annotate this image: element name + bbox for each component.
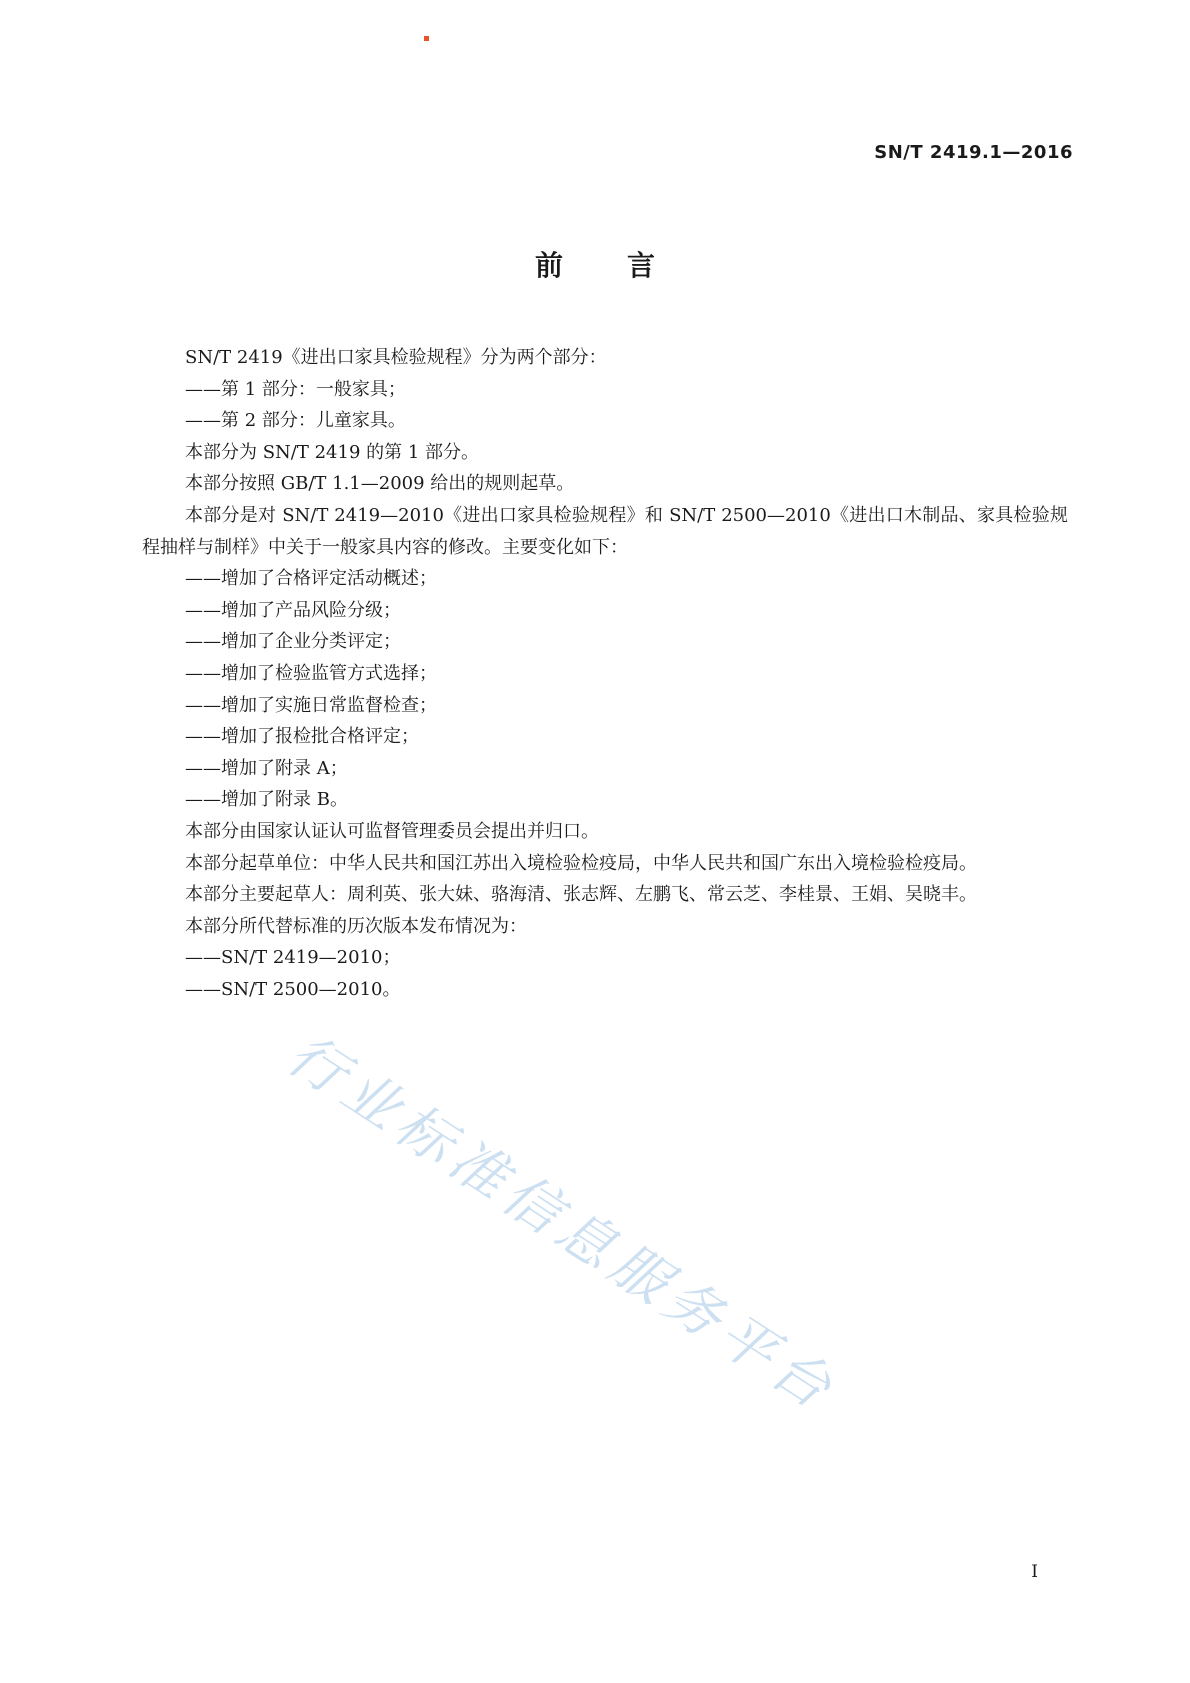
paragraph: 本部分为 SN/T 2419 的第 1 部分。: [185, 441, 480, 463]
list-item: ——第 1 部分：一般家具；: [185, 378, 406, 400]
paragraph: 本部分是对 SN/T 2419—2010《进出口家具检验规程》和 SN/T 2500—2010《进出口木制品、家具检验规程抽样与制样》中关于一般家具内容的修改。主要变化如下：: [142, 504, 1068, 558]
list-item: ——增加了附录 B。: [185, 789, 348, 811]
foreword-body: [142, 342, 1068, 1005]
list-item: ——增加了产品风险分级；: [185, 599, 401, 621]
list-item: ——增加了检验监管方式选择；: [185, 662, 437, 684]
page-title: 前言: [534, 249, 719, 282]
paragraph: 本部分主要起草人：周利英、张大妹、骆海清、张志辉、左鹏飞、常云芝、李桂景、王娟、吴晓丰。: [185, 884, 977, 906]
paragraph: 本部分按照 GB/T 1.1—2009 给出的规则起草。: [185, 473, 575, 495]
paragraph: 本部分所代替标准的历次版本发布情况为：: [185, 915, 527, 937]
list-item: ——增加了企业分类评定；: [185, 631, 401, 653]
paragraph: SN/T 2419《进出口家具检验规程》分为两个部分：: [185, 347, 607, 368]
watermark: 行业标准信息服务平台: [276, 1022, 849, 1426]
list-item: ——增加了实施日常监督检查；: [185, 694, 437, 716]
paragraph: 本部分起草单位：中华人民共和国江苏出入境检验检疫局，中华人民共和国广东出入境检验检疫局。: [185, 852, 977, 874]
corner-mark: [424, 36, 429, 41]
list-item: ——SN/T 2419—2010；: [185, 947, 401, 969]
list-item: ——第 2 部分：儿童家具。: [185, 410, 406, 432]
list-item: ——增加了合格评定活动概述；: [185, 568, 437, 590]
list-item: ——增加了报检批合格评定；: [185, 726, 419, 748]
list-item: ——SN/T 2500—2010。: [185, 978, 401, 1000]
list-item: ——增加了附录 A；: [185, 757, 348, 779]
page-number: I: [1031, 1562, 1038, 1582]
standard-code: SN/T 2419.1—2016: [874, 142, 1073, 163]
paragraph: 本部分由国家认证认可监督管理委员会提出并归口。: [185, 820, 599, 842]
